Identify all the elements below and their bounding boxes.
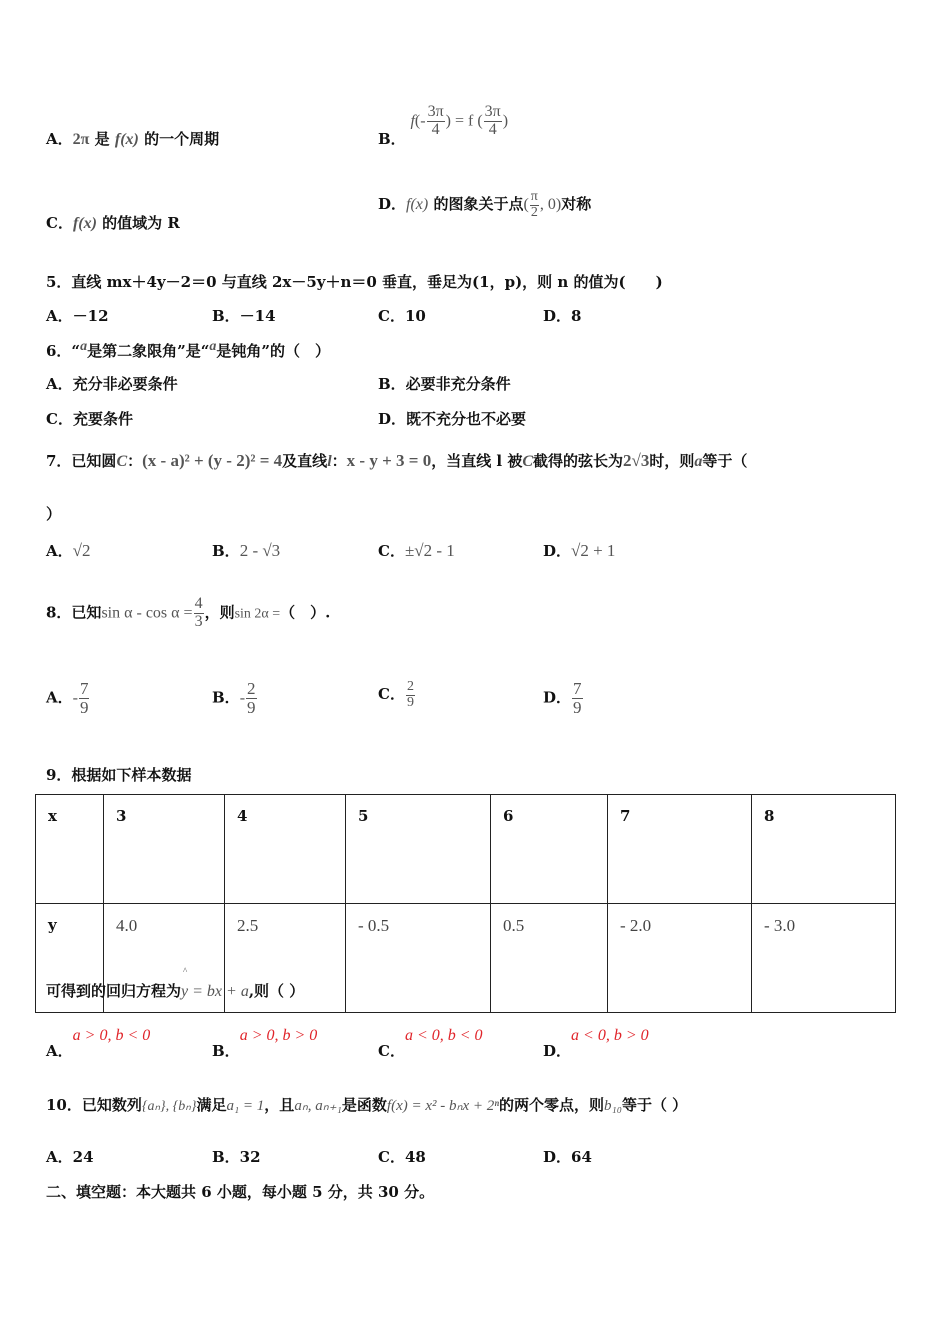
table-cell: - 3.0 <box>752 904 896 1013</box>
function-expression: f(x) = x² - bₙx + 2ⁿ <box>386 1098 499 1114</box>
q8-option-b: B．- $\frac{2}{9}$ <box>212 679 256 717</box>
math-expression: f(x) <box>114 131 139 148</box>
q5-option-a: A．－12 <box>46 307 109 325</box>
math-expression: 2π <box>72 131 90 148</box>
regression-equation: y = bx + a <box>181 983 249 1000</box>
q9-option-c: C．a < 0, b < 0 <box>378 1027 483 1060</box>
q10-option-b: B．32 <box>212 1148 261 1166</box>
table-cell: 7 <box>608 795 752 904</box>
q6-option-b: B．必要非充分条件 <box>378 375 511 393</box>
q6-option-a: A．充分非必要条件 <box>46 375 178 393</box>
q8-stem: 8．已知sin α - cos α = $\frac{4}{3}$ ，则sin 2α =（ ）. <box>46 595 331 630</box>
line-equation: x - y + 3 = 0 <box>346 451 432 470</box>
fraction: $\frac{4}{3}$ <box>194 595 203 630</box>
fraction: $\frac{2}{9}$ <box>406 679 414 710</box>
q9-option-b: B．a > 0, b > 0 <box>212 1027 318 1060</box>
table-cell: x <box>36 795 104 904</box>
q4-option-d: D．f(x) 的图象关于点( $\frac{\pi}{2}$ , 0)对称 <box>378 189 592 220</box>
q4-option-b: B． f(- $\frac{3\pi}{4}$ ) = f ( $\frac{3\pi}{4}$ ) <box>378 103 509 148</box>
table-cell: y <box>36 904 104 1013</box>
fraction: $\frac{7}{9}$ <box>573 679 582 717</box>
q9-option-d: D．a < 0, b > 0 <box>543 1027 649 1060</box>
q9-regression-line: 可得到的回归方程为 ^ y = bx + a,则（ ） <box>46 966 305 1000</box>
fraction: $\frac{3\pi}{4}$ <box>484 103 501 138</box>
q10-stem: 10．已知数列{aₙ}, {bₙ}满足a₁ = 1，且aₙ, aₙ₊₁是函数f(x) = x² - bₙx + 2ⁿ的两个零点，则b₁₀等于（ ） <box>46 1096 688 1114</box>
table-cell: 5 <box>346 795 491 904</box>
table-cell: - 2.0 <box>608 904 752 1013</box>
fraction: $\frac{7}{9}$ <box>79 679 89 717</box>
q4-option-c: C．f(x) 的值域为 R <box>46 214 180 232</box>
q5-option-c: C．10 <box>378 307 426 325</box>
q8-option-d: D． $\frac{7}{9}$ <box>543 679 582 717</box>
q6-option-d: D．既不充分也不必要 <box>378 410 527 428</box>
q10-option-a: A．24 <box>46 1148 94 1166</box>
q10-option-d: D．64 <box>543 1148 592 1166</box>
q9-stem: 9．根据如下样本数据 <box>46 766 192 784</box>
q10-option-c: C．48 <box>378 1148 426 1166</box>
table-cell: 8 <box>752 795 896 904</box>
q8-option-a: A．- $\frac{7}{9}$ <box>46 679 89 717</box>
math-expression: f(x) <box>72 215 97 232</box>
q7-option-b: B．2 - √3 <box>212 541 281 560</box>
q6-stem: 6．“a是第二象限角”是“a是钝角”的（ ） <box>46 339 330 360</box>
q4-option-a: A．2π 是 f(x) 的一个周期 <box>46 130 220 148</box>
table-cell: - 0.5 <box>346 904 491 1013</box>
q7-option-d: D．√2 + 1 <box>543 541 616 560</box>
q8-option-c: C． $\frac{2}{9}$ <box>378 679 414 710</box>
section-heading: 二、填空题：本大题共 6 小题，每小题 5 分，共 30 分。 <box>46 1183 435 1201</box>
q6-option-c: C．充要条件 <box>46 410 133 428</box>
q5-option-d: D．8 <box>543 307 582 325</box>
given-equation: sin α - cos α = <box>101 604 193 622</box>
circle-equation: (x - a)² + (y - 2)² = 4 <box>142 451 283 470</box>
q9-option-a: A．a > 0, b < 0 <box>46 1027 151 1060</box>
fraction: $\frac{2}{9}$ <box>247 679 256 717</box>
q5-option-b: B．－14 <box>212 307 276 325</box>
table-cell: 3 <box>104 795 225 904</box>
q7-option-c: C．±√2 - 1 <box>378 541 455 560</box>
table-cell: 2.5 <box>225 904 346 1013</box>
q7-stem: 7．已知圆C：(x - a)² + (y - 2)² = 4及直线l：x - y + 3 = 0，当直线 l 被C截得的弦长为2√3时，则a等于（ <box>46 451 748 470</box>
q7-stem-close: ） <box>46 505 62 523</box>
table-cell: 6 <box>491 795 608 904</box>
table-cell: 4.0 <box>104 904 225 1013</box>
table-cell: 4 <box>225 795 346 904</box>
sequences: {aₙ}, {bₙ} <box>141 1099 197 1114</box>
q7-option-a: A．√2 <box>46 541 91 560</box>
fraction: $\frac{3\pi}{4}$ <box>427 103 444 138</box>
table-row <box>36 795 896 904</box>
fraction: $\frac{\pi}{2}$ <box>530 189 538 220</box>
q5-stem: 5．直线 mx＋4y－2＝0 与直线 2x－5y＋n＝0 垂直，垂足为(1，p)，则 n 的值为( ) <box>46 273 663 291</box>
table-cell: 0.5 <box>491 904 608 1013</box>
